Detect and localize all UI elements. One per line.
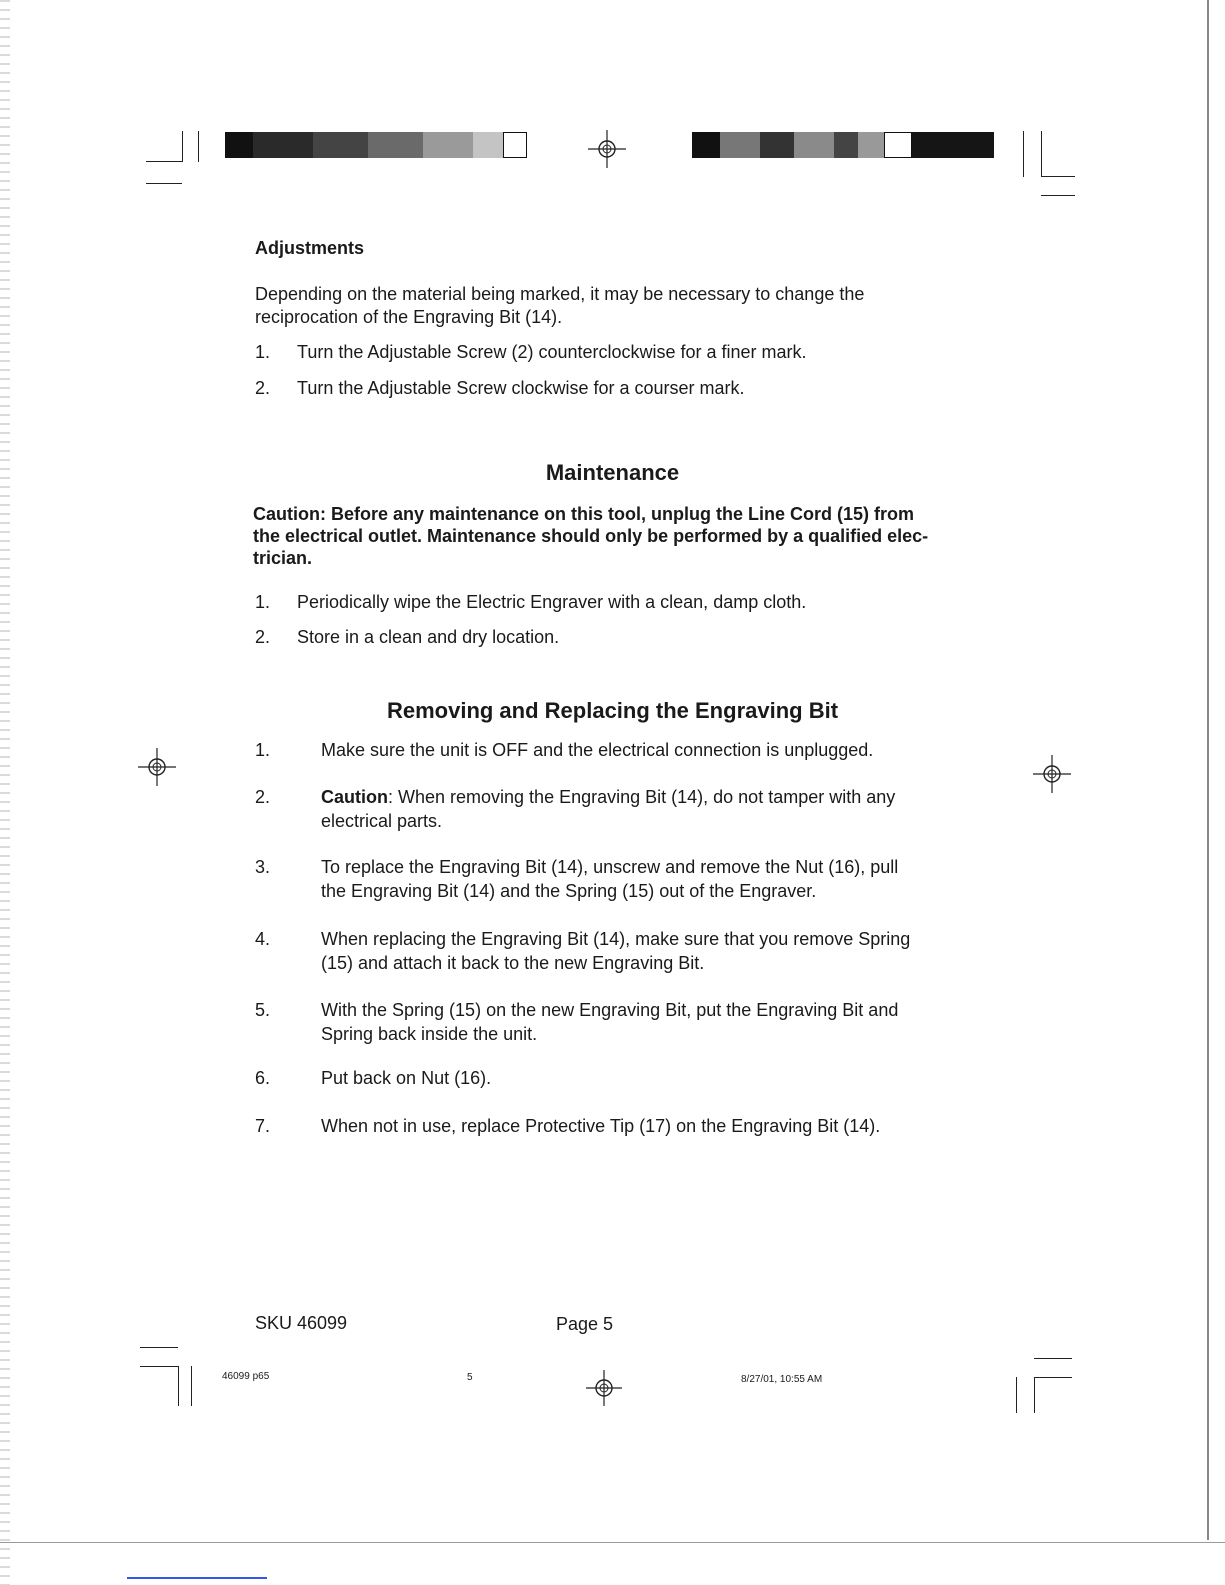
step-number: 2. <box>255 378 271 398</box>
step-line1: : When removing the Engraving Bit (14), do not tamper with any <box>388 787 896 807</box>
step-number: 4. <box>255 929 271 949</box>
registration-mark-right <box>1033 755 1071 793</box>
step-text: Periodically wipe the Electric Engraver with a clean, damp cloth. <box>297 592 807 612</box>
footer-sku: SKU 46099 <box>255 1313 348 1333</box>
registration-mark-left <box>138 748 176 786</box>
step-text: Make sure the unit is OFF and the electrical connection is unplugged. <box>321 740 874 760</box>
print-timestamp: 8/27/01, 10:55 AM <box>741 1374 823 1385</box>
print-file-name: 46099 p65 <box>222 1371 270 1382</box>
step-line1: With the Spring (15) on the new Engraving Bit, put the Engraving Bit and <box>321 1000 899 1020</box>
step-text: Turn the Adjustable Screw (2) counterclockwise for a finer mark. <box>297 342 807 362</box>
registration-mark-bottom <box>586 1370 622 1406</box>
caution-line2: the electrical outlet. Maintenance should only be performed by a qualified elec- <box>253 526 929 546</box>
step-line2: Spring back inside the unit. <box>321 1024 538 1044</box>
step-text <box>321 927 910 975</box>
footer-page: Page 5 <box>556 1314 614 1334</box>
registration-mark-top <box>588 130 626 168</box>
step-number: 1. <box>255 592 271 612</box>
scan-right-edge <box>1207 0 1209 1540</box>
step-text: When not in use, replace Protective Tip (17) on the Engraving Bit (14). <box>321 1116 881 1136</box>
adjustments-heading: Adjustments <box>255 238 365 258</box>
scan-left-edge <box>0 0 10 1585</box>
step-number: 1. <box>255 740 271 760</box>
step-number: 3. <box>255 857 271 877</box>
step-line1: When replacing the Engraving Bit (14), make sure that you remove Spring <box>321 929 911 949</box>
adjustments-intro <box>255 283 955 329</box>
maintenance-caution <box>253 503 973 569</box>
adjustments-intro-line2: reciprocation of the Engraving Bit (14). <box>255 307 563 327</box>
step-line2: electrical parts. <box>321 811 443 831</box>
step-number: 6. <box>255 1068 271 1088</box>
scan-bottom-edge <box>0 1542 1225 1543</box>
color-bar-left <box>225 132 527 158</box>
step-text <box>321 998 898 1046</box>
step-number: 7. <box>255 1116 271 1136</box>
removing-heading: Removing and Replacing the Engraving Bit <box>386 698 839 723</box>
step-line2: the Engraving Bit (14) and the Spring (15) out of the Engraver. <box>321 881 817 901</box>
step-text: Put back on Nut (16). <box>321 1068 492 1088</box>
step-text <box>321 785 895 833</box>
step-line1: To replace the Engraving Bit (14), unscrew and remove the Nut (16), pull <box>321 857 899 877</box>
step-number: 2. <box>255 787 271 807</box>
scan-blue-mark <box>127 1577 267 1579</box>
adjustments-intro-line1: Depending on the material being marked, it may be necessary to change the <box>255 284 865 304</box>
color-bar-right <box>692 132 994 158</box>
step-number: 1. <box>255 342 271 362</box>
step-text: Turn the Adjustable Screw clockwise for a courser mark. <box>297 378 745 398</box>
caution-line1: Caution: Before any maintenance on this tool, unplug the Line Cord (15) from <box>253 504 915 524</box>
step-number: 2. <box>255 627 271 647</box>
step-number: 5. <box>255 1000 271 1020</box>
caution-line3: trician. <box>253 548 313 568</box>
caution-label: Caution <box>321 787 388 807</box>
step-line2: (15) and attach it back to the new Engraving Bit. <box>321 953 705 973</box>
print-page-number: 5 <box>467 1372 473 1383</box>
step-text <box>321 855 898 903</box>
maintenance-heading: Maintenance <box>545 460 680 485</box>
step-text: Store in a clean and dry location. <box>297 627 560 647</box>
